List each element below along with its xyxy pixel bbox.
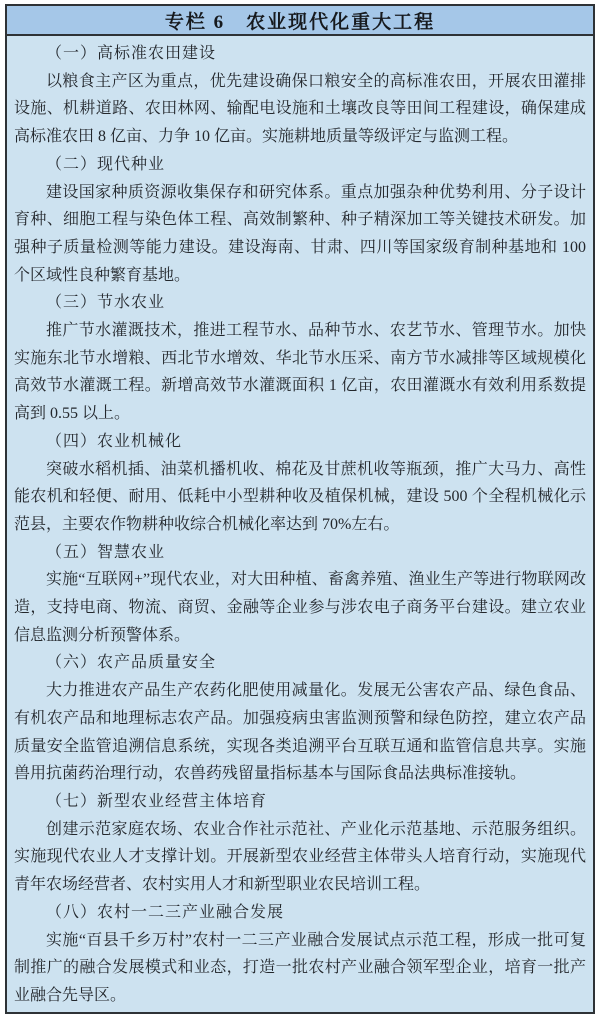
- section-2: [14, 151, 586, 290]
- section-heading: （四）农业机械化: [46, 432, 183, 450]
- section-paragraph: 大力推进农产品生产农药化肥使用减量化。发展无公害农产品、绿色食品、有机农产品和地理标志农产品。加强疫病虫害监测预警和绿色防控，建立农产品质量安全监管追溯信息系统，实现各类追溯平台互联互通和监管信息共享。实施兽用抗菌药治理行动，农兽药残留量指标基本与国际食品法典标准接轨。: [14, 682, 586, 783]
- section-paragraph: 以粮食主产区为重点，优先建设确保口粮安全的高标准农田，开展农田灌排设施、机耕道路、农田林网、输配电设施和土壤改良等田间工程建设，确保建成高标准农田 8 亿亩、力争 10 亿亩。实施耕地质量等级评定与监测工程。: [14, 72, 586, 146]
- section-paragraph: 实施“互联网+”现代农业，对大田种植、畜禽养殖、渔业生产等进行物联网改造，支持电商、物流、商贸、金融等企业参与涉农电子商务平台建设。建立农业信息监测分析预警体系。: [14, 571, 586, 644]
- section-heading: （八）农村一二三产业融合发展: [46, 903, 285, 921]
- feature-box-panel: [5, 4, 595, 1014]
- section-heading: （一）高标准农田建设: [46, 45, 217, 62]
- panel-body: [7, 36, 593, 1012]
- panel-header: [7, 6, 593, 36]
- section-paragraph: 实施“百县千乡万村”农村一二三产业融合发展试点示范工程，形成一批可复制推广的融合发展模式和业态，打造一批农村产业融合领军型企业，培育一批产业融合先导区。: [14, 931, 586, 1004]
- section-paragraph: 建设国家种质资源收集保存和研究体系。重点加强杂种优势利用、分子设计育种、细胞工程与染色体工程、高效制繁种、种子精深加工等关键技术研发。加强种子质量检测等能力建设。建设海南、甘肃、四川等国家级育制种基地和 100 个区域性良种繁育基地。: [14, 183, 586, 284]
- section-paragraph: 推广节水灌溉技术，推进工程节水、品种节水、农艺节水、管理节水。加快实施东北节水增粮、西北节水增效、华北节水压采、南方节水减排等区域规模化高效节水灌溉工程。新增高效节水灌溉面积 1 亿亩，农田灌溉水有效利用系数提高到 0.55 以上。: [14, 322, 586, 423]
- panel-title: 专栏 6 农业现代化重大工程: [164, 11, 436, 33]
- section-4: [14, 428, 586, 539]
- section-paragraph: 创建示范家庭农场、农业合作社示范社、产业化示范基地、示范服务组织。实施现代农业人才支撑计划。开展新型农业经营主体带头人培育行动，实施现代青年农场经营者、农村实用人才和新型职业农民培训工程。: [14, 820, 586, 894]
- section-6: [14, 649, 586, 788]
- section-1: [14, 40, 586, 151]
- section-3: [14, 289, 586, 428]
- section-heading: （三）节水农业: [46, 294, 166, 312]
- section-8: [14, 899, 586, 1010]
- section-paragraph: 突破水稻机插、油菜机播机收、棉花及甘蔗机收等瓶颈，推广大马力、高性能农机和轻便、耐用、低耗中小型耕种收及植保机械，建设 500 个全程机械化示范县，主要农作物耕种收综合机械化率达到 70%左右。: [14, 460, 586, 533]
- section-7: [14, 788, 586, 899]
- section-heading: （六）农产品质量安全: [46, 654, 217, 672]
- section-heading: （七）新型农业经营主体培育: [46, 792, 268, 810]
- section-heading: （五）智慧农业: [46, 543, 166, 561]
- section-heading: （二）现代种业: [46, 155, 166, 173]
- section-5: [14, 539, 586, 650]
